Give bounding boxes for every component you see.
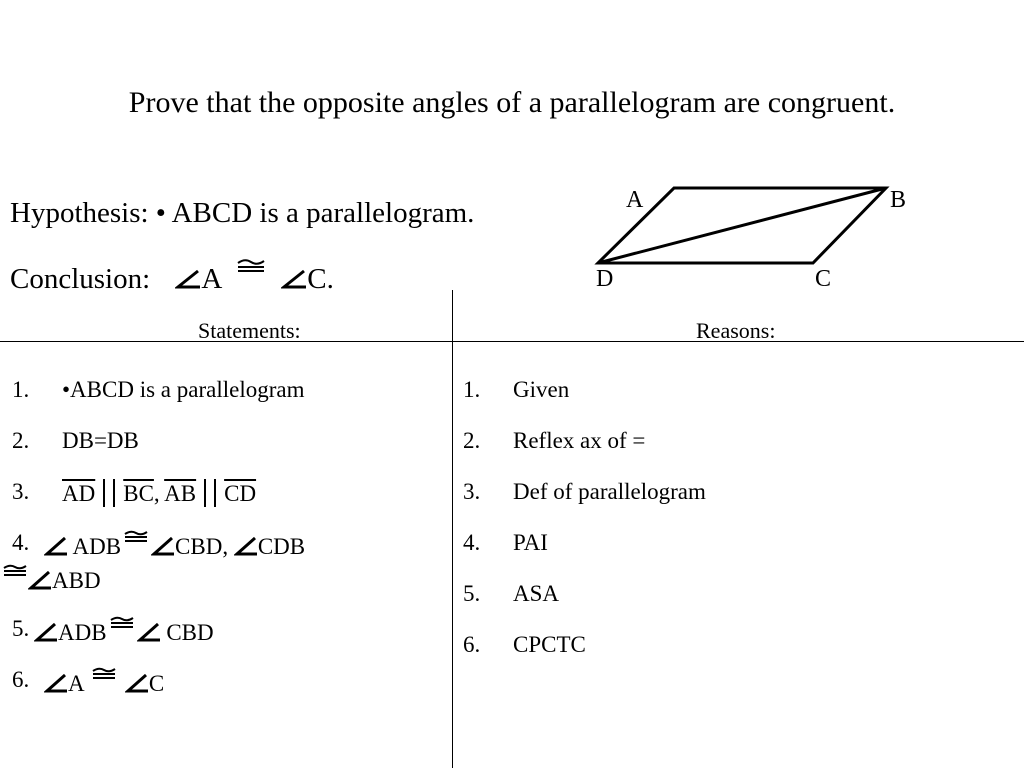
reason-text: Reflex ax of = [513, 428, 646, 453]
angle-adb: ADB [58, 620, 107, 645]
statement-number: 2. [12, 428, 30, 453]
reasons-header: Reasons: [696, 318, 776, 343]
congruent-icon [236, 258, 266, 272]
conclusion-line [10, 258, 334, 296]
statement-angles [44, 667, 164, 697]
angle-abd: ABD [52, 568, 101, 593]
reason-number: 2. [463, 428, 481, 453]
parallel-icon [113, 479, 115, 507]
statement-text: DB=DB [62, 428, 139, 453]
angle-icon [44, 535, 68, 557]
statement-angles-continued [2, 564, 101, 594]
statement-number: 4. [12, 530, 30, 555]
page-title: Prove that the opposite angles of a parallelogram are congruent. [128, 86, 896, 119]
header-divider [0, 341, 1024, 342]
segment-cd: $\overline{CD}$ [224, 481, 257, 506]
conclusion-label: Conclusion: [10, 263, 151, 295]
reason-text: CPCTC [513, 632, 586, 657]
reason-text: PAI [513, 530, 548, 555]
reason-text: Def of parallelogram [513, 479, 706, 504]
segment-ab: $\overline{AB}$ [164, 481, 197, 506]
angle-icon [281, 268, 307, 290]
statement-number: 6. [12, 667, 30, 692]
segment-ad: $\overline{AD}$ [62, 481, 96, 506]
statement-angles [44, 530, 305, 560]
angle-icon [28, 569, 52, 591]
statement-number: 5. [12, 616, 30, 641]
angle-cbd: CBD [166, 620, 214, 645]
angle-icon [175, 268, 201, 290]
parallelogram-diagram [588, 176, 908, 294]
angle-icon [234, 535, 258, 557]
statement-number: 3. [12, 479, 30, 504]
reason-number: 4. [463, 530, 481, 555]
conclusion-angle-a: A [201, 263, 221, 295]
comma: , [153, 481, 160, 506]
vertex-label-d: D [596, 266, 614, 292]
angle-icon [137, 621, 161, 643]
congruent-icon [2, 564, 28, 576]
vertex-label-c: C [815, 266, 832, 292]
congruent-icon [91, 667, 117, 679]
angle-a: A [68, 671, 84, 696]
statements-header: Statements: [198, 318, 301, 343]
reason-number: 5. [463, 581, 481, 606]
statement-angles [34, 616, 214, 646]
angle-icon [34, 621, 58, 643]
angle-c: C [148, 671, 165, 696]
conclusion-angle-c: C. [307, 263, 334, 295]
hypothesis-text: Hypothesis: • ABCD is a parallelogram. [10, 197, 475, 229]
angle-adb: ADB [72, 534, 122, 559]
angle-cdb: CDB [257, 534, 306, 559]
vertex-label-a: A [626, 187, 644, 213]
statement-text: •ABCD is a parallelogram [62, 377, 305, 402]
parallel-icon [204, 479, 206, 507]
segment-bc: $\overline{BC}$ [123, 481, 154, 506]
reason-number: 3. [463, 479, 481, 504]
reason-number: 6. [463, 632, 481, 657]
reason-number: 1. [463, 377, 481, 402]
congruent-icon [123, 530, 149, 542]
reason-text: ASA [513, 581, 560, 606]
column-divider [452, 290, 453, 768]
angle-cbd: CBD, [175, 534, 229, 559]
parallel-icon [214, 479, 216, 507]
angle-icon [151, 535, 175, 557]
reason-text: Given [513, 377, 570, 402]
angle-icon [125, 672, 149, 694]
parallel-icon [103, 479, 105, 507]
angle-icon [44, 672, 68, 694]
congruent-icon [109, 616, 135, 628]
statement-number: 1. [12, 377, 30, 402]
statement-parallel-segments [62, 479, 256, 507]
vertex-label-b: B [890, 187, 907, 213]
